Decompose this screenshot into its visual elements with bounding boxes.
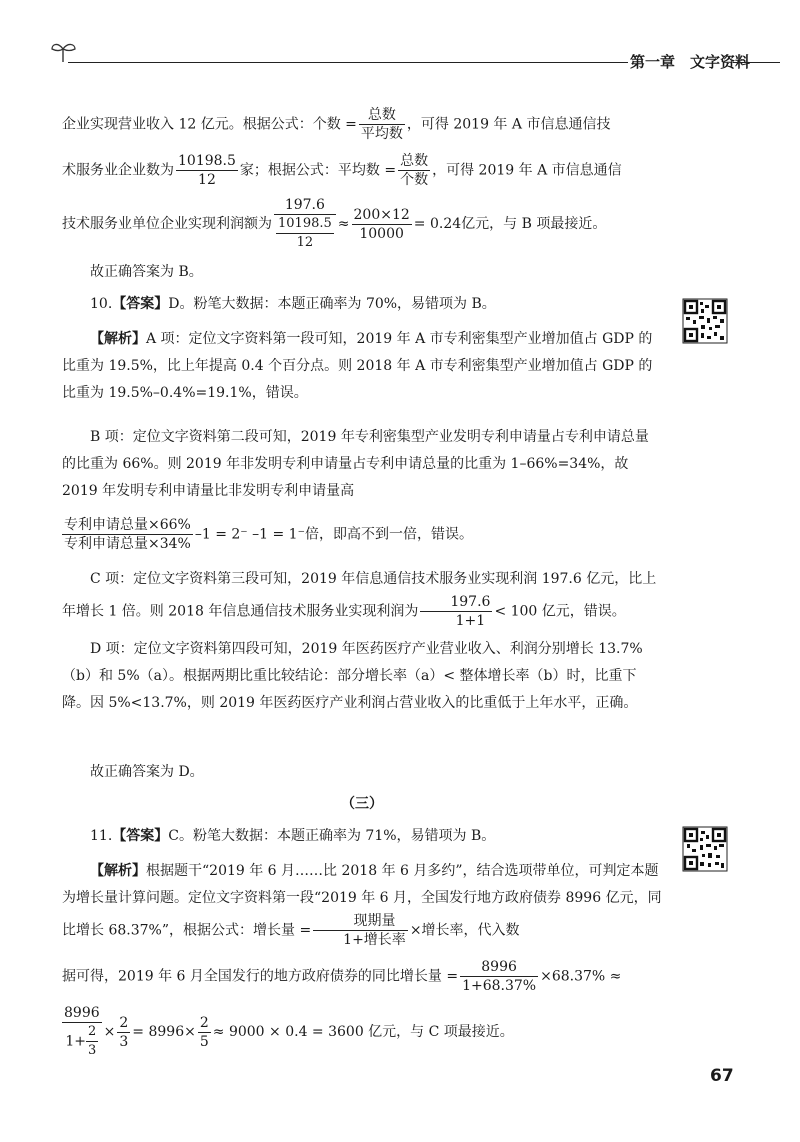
q9-line1: [62, 106, 662, 143]
numerator: 8996: [64, 1005, 100, 1021]
denominator: 1+68.37%: [462, 978, 537, 994]
q10-analysis-d: D 项：定位文字资料第四段可知，2019 年医药医疗产业营业收入、利润分别增长 13.7%（b）和 5%（a）。根据两期比重比较结论：部分增长率（a）< 整体增长率（b）时，比重下降。因 5%<13.7%，则 2019 年医药医疗产业利润占营业收入的比重低于上年水平，正确。: [62, 641, 643, 711]
text: ×: [103, 1024, 116, 1040]
chapter-title: 第一章 文字资料: [630, 53, 751, 71]
fraction-8996-over-1-plus-two-thirds: [62, 1004, 102, 1060]
denominator: 3: [119, 1033, 129, 1050]
numerator: 197.6: [420, 593, 492, 612]
denominator: 个数: [400, 172, 429, 188]
qr-code-icon[interactable]: [682, 826, 728, 872]
qr-code-icon[interactable]: [682, 298, 728, 344]
sprout-logo-icon: [50, 40, 78, 64]
answer-text: D。粉笔大数据：本题正确率为 70%，易错项为 B。: [168, 296, 496, 312]
q10-b-formula: [62, 516, 662, 553]
fraction-2018-profit: [420, 593, 492, 630]
numerator: 10198.5: [178, 153, 236, 169]
answer-tag: 【答案】: [112, 296, 169, 312]
nested-fraction: [274, 215, 336, 252]
fraction-profit-per-enterprise: [274, 196, 336, 252]
answer-tag: 【答案】: [112, 828, 169, 844]
numerator: 10198.5: [276, 215, 334, 234]
denominator: 10000: [359, 225, 404, 242]
text: 技术服务业单位企业实现利润额为: [62, 216, 272, 232]
text: 据可得，2019 年 6 月全国发行的地方政府债券的同比增长量 =: [62, 968, 459, 985]
denominator: 1+1: [455, 613, 486, 629]
q11-analysis: [62, 858, 662, 949]
fraction-invention-ratio: [62, 516, 193, 553]
denominator: 12: [198, 172, 216, 188]
fraction-enterprise-count: [176, 152, 238, 189]
fraction-two-fifths: [198, 1014, 211, 1051]
text: 1+: [65, 1033, 86, 1050]
q10-analysis-a: [62, 326, 662, 407]
section-title: （三）: [341, 796, 383, 812]
fraction-approx: [352, 206, 412, 243]
denominator: 5: [199, 1033, 209, 1050]
numerator: 8996: [460, 958, 538, 977]
q11-line-calc2: [62, 1004, 662, 1060]
q9-conclusion: 故正确答案为 B。: [90, 264, 203, 280]
denominator: 1+增长率: [343, 932, 406, 948]
denominator: 3: [88, 1043, 97, 1058]
text: < 100 亿元，错误。: [494, 603, 626, 620]
option-c-text: C 项：定位文字资料第三段可知，2019 年信息通信技术服务业实现利润 197.6 亿元，比上年增长 1 倍。则 2018 年信息通信技术服务业实现利润为: [62, 571, 657, 620]
numerator: 197.6: [274, 196, 336, 215]
text: = 8996×: [132, 1024, 196, 1040]
text: ≈: [337, 216, 350, 232]
text: –1 = 2⁻ –1 = 1⁻倍，即高不到一倍，错误。: [194, 526, 473, 543]
analysis-tag: 【解析】: [90, 863, 146, 879]
numerator: 现期量: [313, 912, 408, 931]
denominator: 专利申请总量×34%: [64, 536, 191, 552]
q9-line2: [62, 152, 662, 189]
q11-answer: [62, 826, 662, 846]
fraction-two-thirds: [117, 1014, 130, 1051]
q10-analysis-c: [62, 566, 662, 630]
numerator: 2: [199, 1014, 209, 1031]
analysis-tag: 【解析】: [90, 331, 146, 347]
question-number: 10.: [90, 296, 113, 312]
header-rule-left: [68, 62, 628, 63]
fraction-bond-calc: [460, 958, 538, 995]
page-number: 67: [710, 1066, 734, 1086]
text: ，可得 2019 年 A 市信息通信: [432, 162, 622, 179]
text: 术服务业企业数为: [62, 162, 174, 179]
fraction-total-over-average: [359, 106, 405, 143]
numerator: 专利申请总量×66%: [64, 517, 191, 533]
header-rule-right: [733, 62, 780, 63]
q9-line3: [62, 196, 662, 252]
q10-answer: [62, 294, 662, 314]
q10-conclusion: 故正确答案为 D。: [90, 764, 204, 780]
denominator: 12: [296, 235, 314, 250]
text: 企业实现营业收入 12 亿元。根据公式：个数 =: [62, 116, 357, 133]
answer-text: C。粉笔大数据：本题正确率为 71%，易错项为 B。: [168, 828, 496, 844]
text: ×增长率，代入数: [409, 922, 520, 939]
denominator: 平均数: [360, 126, 403, 142]
numerator: 2: [119, 1014, 129, 1031]
question-number: 11.: [90, 828, 113, 844]
denominator: [62, 1023, 102, 1060]
option-a-text: A 项：定位文字资料第一段可知，2019 年 A 市专利密集型产业增加值占 GDP 的比重为 19.5%，比上年提高 0.4 个百分点。则 2018 年 A 市专利密集型产业增加值占 GDP 的比重为 19.5%–0.4%=19.1%，错误。: [62, 331, 653, 401]
text: 家；根据公式：平均数 =: [239, 162, 397, 179]
fraction-growth-formula: [313, 912, 408, 949]
numerator: 2: [86, 1023, 98, 1042]
fraction-total-over-count: [398, 152, 430, 189]
text: ×68.37% ≈: [540, 968, 622, 985]
text: ，可得 2019 年 A 市信息通信技: [406, 116, 611, 133]
analysis-text: 根据题干“2019 年 6 月……比 2018 年 6 月多约”，结合选项带单位，可判定本题为增长量计算问题。定位文字资料第一段“2019 年 6 月，全国发行地方政府债券 8996 亿元，同比增长 68.37%”，根据公式：增长量 =: [62, 863, 662, 939]
numerator: 总数: [400, 153, 429, 169]
numerator: 200×12: [353, 206, 410, 223]
numerator: 总数: [359, 106, 405, 125]
q10-analysis-b: B 项：定位文字资料第二段可知，2019 年专利密集型产业发明专利申请量占专利申请总量的比重为 66%。则 2019 年非发明专利申请量占专利申请总量的比重为 1–66%=34%，故 2019 年发明专利申请量比非发明专利申请量高: [62, 429, 649, 499]
text: = 0.24亿元，与 B 项最接近。: [413, 216, 607, 232]
text: ≈ 9000 × 0.4 = 3600 亿元，与 C 项最接近。: [212, 1024, 514, 1040]
q11-line-calc1: [62, 958, 662, 995]
page-header: [40, 40, 780, 80]
